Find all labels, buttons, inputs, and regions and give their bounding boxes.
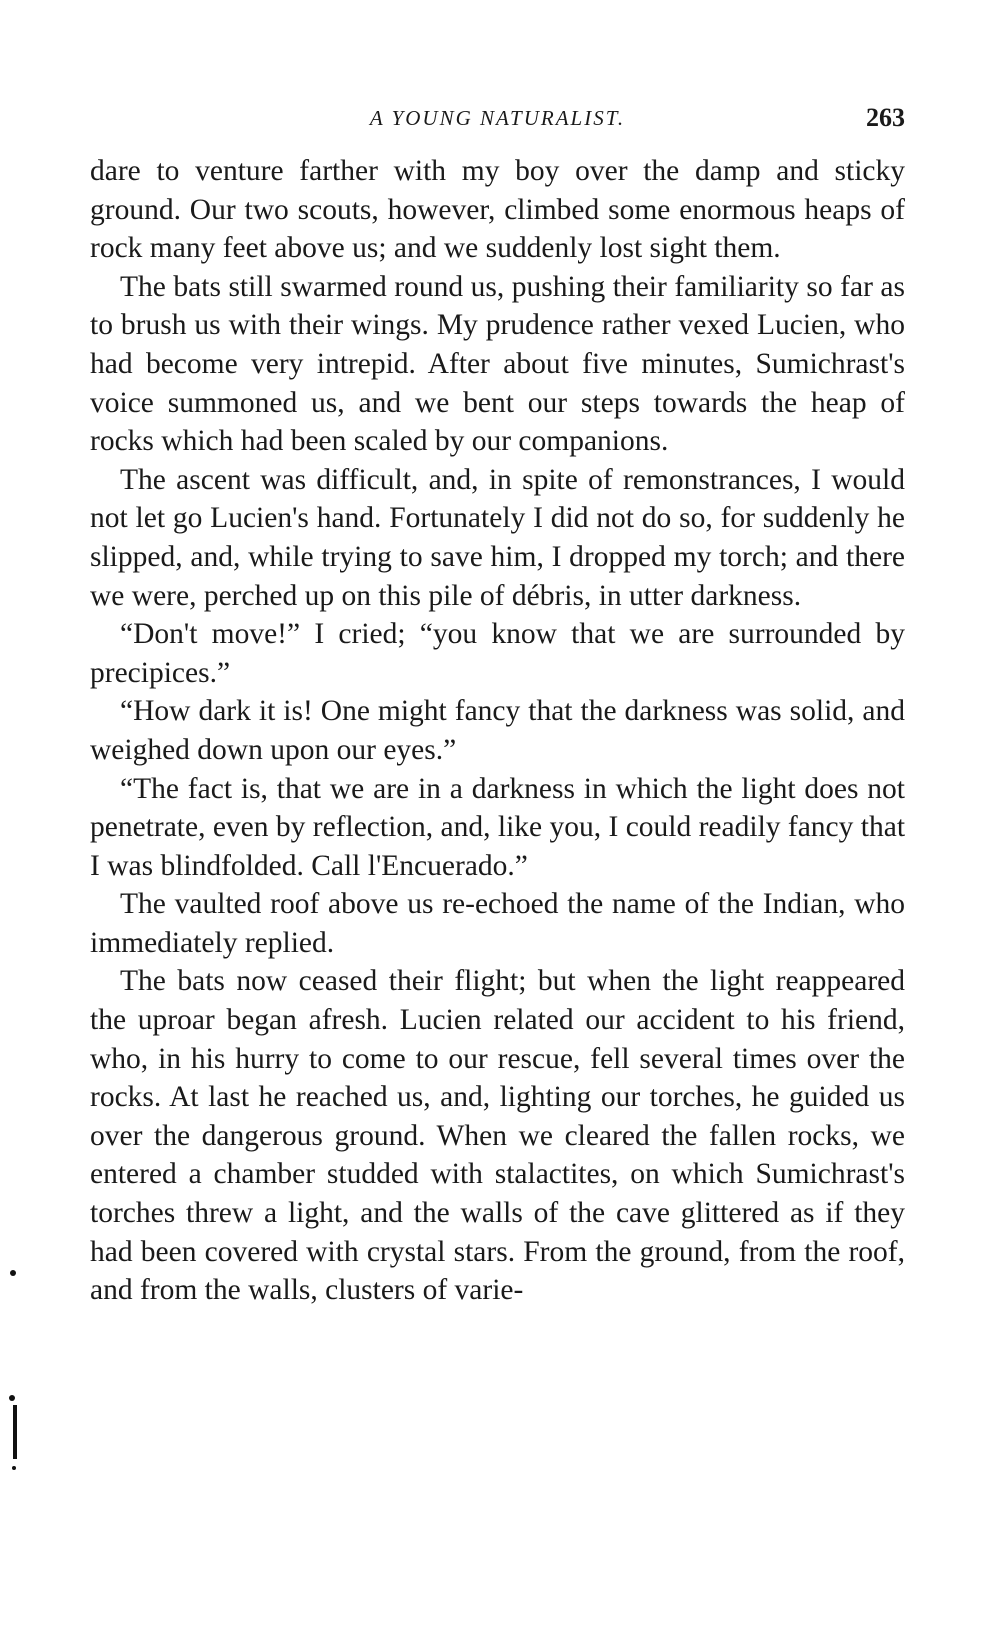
paragraph-7: The vaulted roof above us re-echoed the name of the Indian, who immediately replied. [90,888,905,959]
page-number: 263 [866,103,905,132]
margin-speck [10,1270,16,1276]
paragraph-6: “The fact is, that we are in a darkness in which the light does not penetrate, even by reflection, and, like you, I could readily fancy that I was blindfolded. Call l'Encuerado.” [90,772,906,882]
paragraph-5: “How dark it is! One might fancy that the darkness was solid, and weighed down upon our eyes.” [90,695,905,766]
paragraph-2: The bats still swarmed round us, pushing their familiarity so far as to brush us with their wings. My prudence rather vexed Lucien, who had become very intrepid. After about five minutes, Sumichrast's voice summoned us, and we bent our steps towards the heap of rocks which had been scaled by our companions. [90,270,905,458]
margin-speck [9,1395,15,1401]
running-title: A YOUNG NATURALIST. [369,106,626,130]
paragraph-3: The ascent was difficult, and, in spite of remonstrances, I would not let go Lucien's hand. Fortunately I did not do so, for suddenly he slipped, and, while trying to save him, I dropped my torch; and there we were, perched up on this pile of débris, in utter darkness. [90,463,905,612]
running-head [90,100,905,136]
margin-bar [13,1405,17,1459]
paragraph-1: dare to venture farther with my boy over the damp and sticky ground. Our two scouts, however, climbed some enormous heaps of rock many feet above us; and we suddenly lost sight them. [90,155,905,265]
paragraph-8: The bats now ceased their flight; but when the light reappeared the uproar began afresh. Lucien related our accident to his friend, who, in his hurry to come to our rescue, fell several times over the rocks. At last he reached us, and, lighting our torches, he guided us over the dangerous ground. When we cleared the fallen rocks, we entered a chamber studded with stalactites, on which Sumichrast's torches threw a light, and the walls of the cave glittered as if they had been covered with crystal stars. From the ground, from the roof, and from the walls, clusters of varie- [90,965,905,1307]
body-text [90,152,905,1310]
paragraph-4: “Don't move!” I cried; “you know that we are surrounded by precipices.” [90,618,905,689]
margin-speck [12,1466,16,1470]
